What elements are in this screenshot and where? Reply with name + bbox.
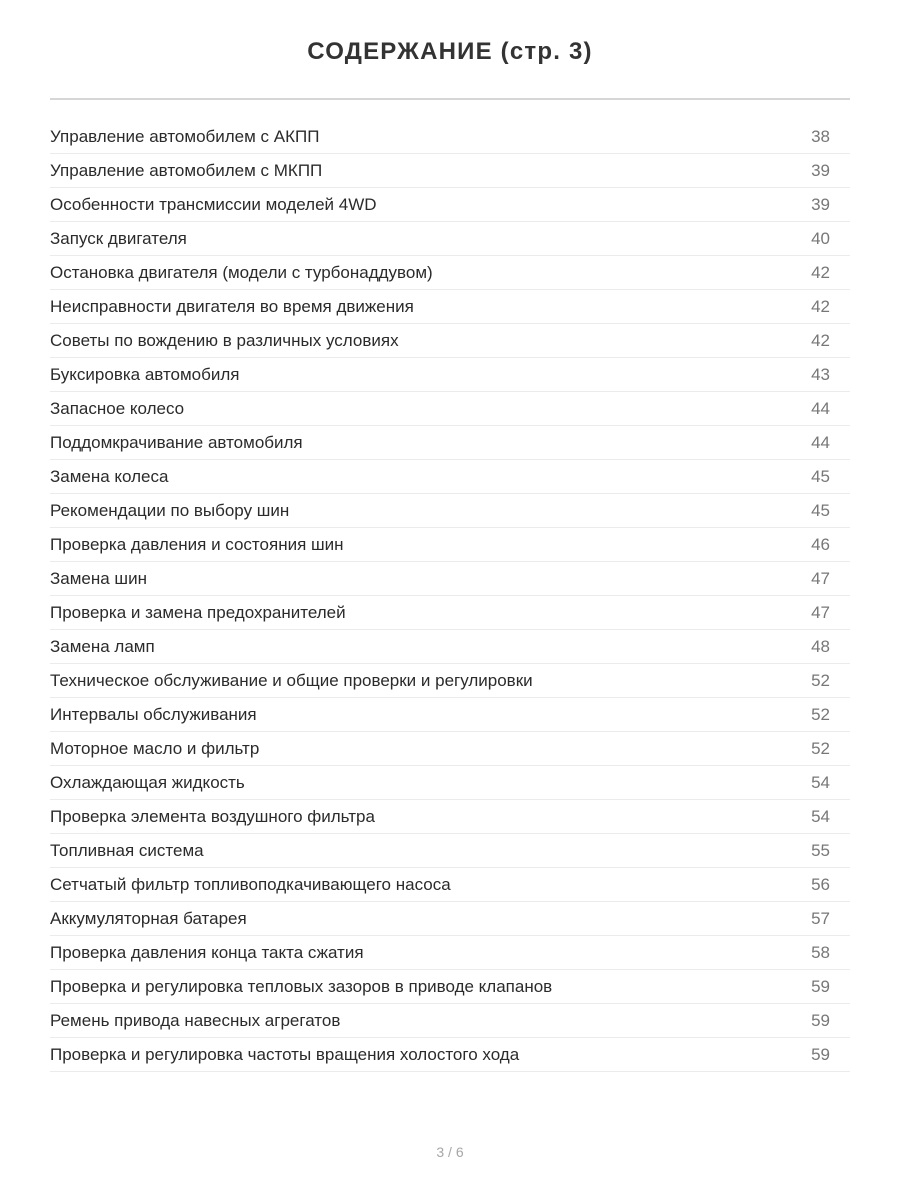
toc-entry-label: Проверка давления конца такта сжатия (50, 942, 364, 962)
toc-entry[interactable] (50, 256, 850, 290)
toc-entry-label: Аккумуляторная батарея (50, 908, 247, 928)
toc-entry-label: Управление автомобилем с АКПП (50, 126, 320, 146)
toc-entry-label: Замена ламп (50, 636, 155, 656)
toc-entry-page: 42 (811, 296, 830, 316)
toc-entry-label: Неисправности двигателя во время движения (50, 296, 414, 316)
toc-entry[interactable] (50, 766, 850, 800)
page-counter: 3 / 6 (436, 1144, 464, 1160)
toc-entry-page: 58 (811, 942, 830, 962)
toc-entry-label: Сетчатый фильтр топливоподкачивающего насоса (50, 874, 451, 894)
toc-entry-label: Замена шин (50, 568, 147, 588)
toc-entry-page: 40 (811, 228, 830, 248)
toc-entry-page: 44 (811, 398, 830, 418)
toc-entry[interactable] (50, 562, 850, 596)
toc-entry-page: 42 (811, 262, 830, 282)
toc-entry-label: Проверка элемента воздушного фильтра (50, 806, 375, 826)
toc-entry-label: Проверка и регулировка тепловых зазоров в приводе клапанов (50, 976, 553, 996)
toc-entry-label: Советы по вождению в различных условиях (50, 330, 399, 350)
toc-entry-page: 59 (811, 976, 830, 996)
title-divider (50, 98, 850, 100)
toc-entry-label: Особенности трансмиссии моделей 4WD (50, 194, 377, 214)
toc-entry-label: Техническое обслуживание и общие проверки и регулировки (50, 670, 533, 690)
toc-entry-page: 57 (811, 908, 830, 928)
toc-entry-label: Рекомендации по выбору шин (50, 500, 290, 520)
toc-list (50, 120, 850, 1072)
toc-entry-page: 47 (811, 602, 830, 622)
toc-entry-label: Проверка давления и состояния шин (50, 534, 344, 554)
toc-entry[interactable] (50, 732, 850, 766)
toc-entry-label: Проверка и замена предохранителей (50, 602, 346, 622)
toc-entry-page: 43 (811, 364, 830, 384)
toc-entry[interactable] (50, 528, 850, 562)
toc-entry[interactable] (50, 358, 850, 392)
toc-entry[interactable] (50, 868, 850, 902)
toc-entry[interactable] (50, 630, 850, 664)
toc-entry-label: Интервалы обслуживания (50, 704, 257, 724)
toc-entry-page: 54 (811, 772, 830, 792)
toc-entry[interactable] (50, 664, 850, 698)
toc-entry[interactable] (50, 596, 850, 630)
toc-entry-label: Моторное масло и фильтр (50, 738, 260, 758)
toc-entry-page: 38 (811, 126, 830, 146)
toc-entry[interactable] (50, 494, 850, 528)
toc-entry-page: 47 (811, 568, 830, 588)
toc-entry-label: Запасное колесо (50, 398, 185, 418)
toc-entry[interactable] (50, 290, 850, 324)
toc-entry-page: 42 (811, 330, 830, 350)
toc-entry[interactable] (50, 154, 850, 188)
toc-entry-label: Буксировка автомобиля (50, 364, 240, 384)
toc-entry[interactable] (50, 222, 850, 256)
toc-entry-label: Запуск двигателя (50, 228, 187, 248)
toc-entry[interactable] (50, 426, 850, 460)
toc-entry-label: Остановка двигателя (модели с турбонаддувом) (50, 262, 433, 282)
toc-entry-label: Проверка и регулировка частоты вращения холостого хода (50, 1044, 520, 1064)
toc-entry-label: Управление автомобилем с МКПП (50, 160, 323, 180)
toc-entry[interactable] (50, 392, 850, 426)
toc-entry-page: 44 (811, 432, 830, 452)
toc-entry-page: 46 (811, 534, 830, 554)
toc-entry-page: 55 (811, 840, 830, 860)
page-title: СОДЕРЖАНИЕ (стр. 3) (307, 38, 593, 65)
toc-entry-page: 56 (811, 874, 830, 894)
toc-entry-page: 59 (811, 1010, 830, 1030)
toc-entry-page: 52 (811, 670, 830, 690)
toc-entry[interactable] (50, 936, 850, 970)
toc-entry-page: 48 (811, 636, 830, 656)
toc-entry[interactable] (50, 1004, 850, 1038)
toc-entry-page: 45 (811, 466, 830, 486)
toc-entry[interactable] (50, 120, 850, 154)
toc-entry[interactable] (50, 460, 850, 494)
toc-entry[interactable] (50, 1038, 850, 1072)
toc-entry-label: Топливная система (50, 840, 204, 860)
toc-entry[interactable] (50, 970, 850, 1004)
toc-entry-label: Охлаждающая жидкость (50, 772, 245, 792)
toc-entry-page: 52 (811, 704, 830, 724)
toc-entry-page: 59 (811, 1044, 830, 1064)
toc-entry-label: Ремень привода навесных агрегатов (50, 1010, 341, 1030)
toc-entry-label: Поддомкрачивание автомобиля (50, 432, 303, 452)
toc-entry-page: 54 (811, 806, 830, 826)
toc-entry[interactable] (50, 324, 850, 358)
toc-entry-page: 39 (811, 160, 830, 180)
toc-entry-page: 39 (811, 194, 830, 214)
toc-entry[interactable] (50, 188, 850, 222)
toc-entry[interactable] (50, 698, 850, 732)
toc-entry[interactable] (50, 800, 850, 834)
toc-entry-page: 45 (811, 500, 830, 520)
toc-entry-page: 52 (811, 738, 830, 758)
toc-entry-label: Замена колеса (50, 466, 169, 486)
toc-entry[interactable] (50, 834, 850, 868)
toc-entry[interactable] (50, 902, 850, 936)
